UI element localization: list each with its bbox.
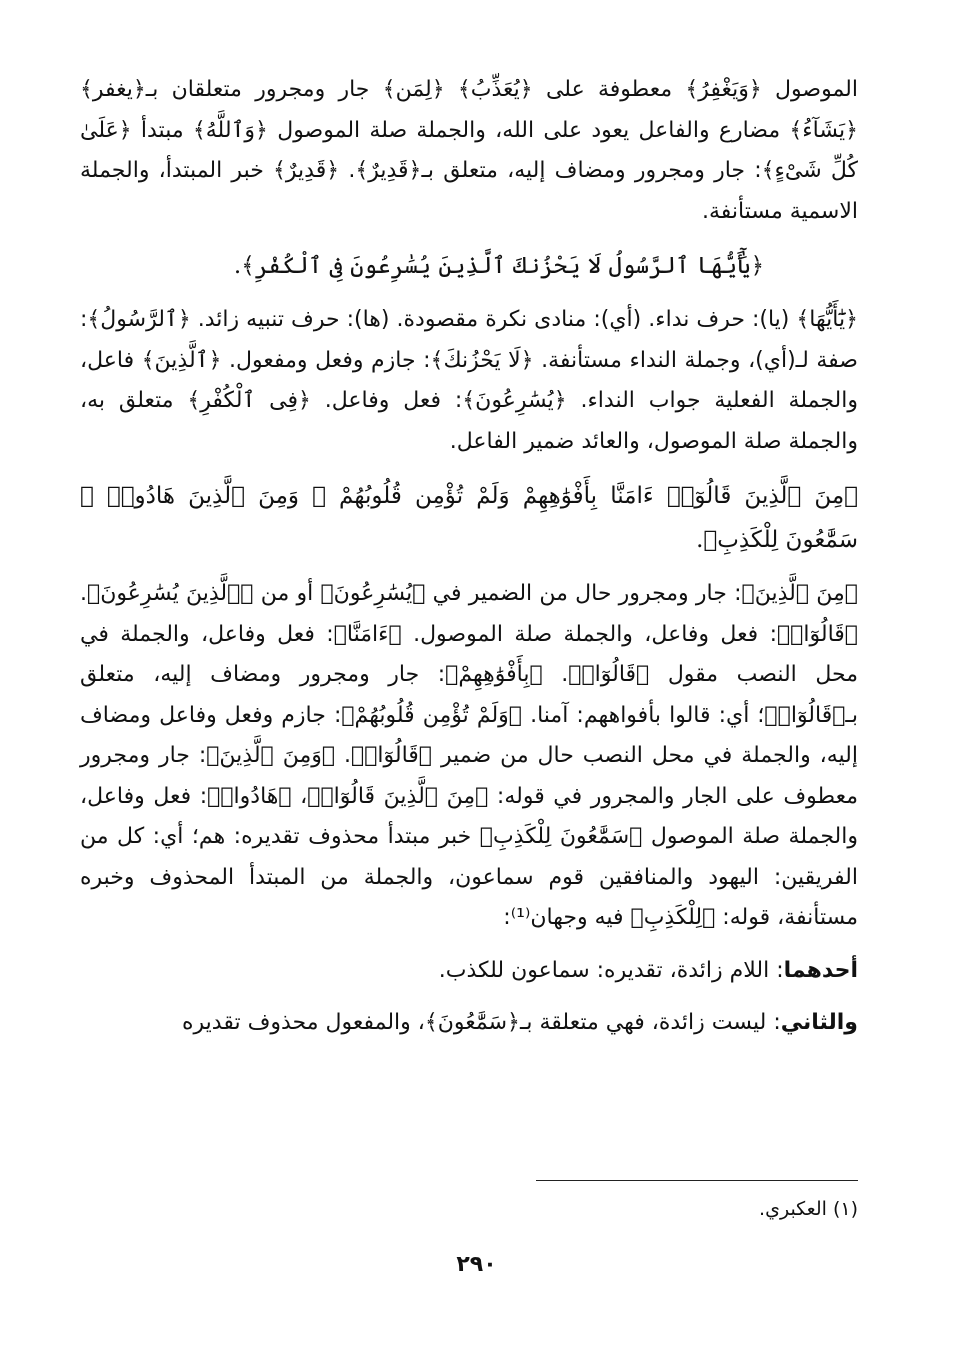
- paragraph-1: الموصول ﴿وَيَغْفِرُ﴾ معطوفة على ﴿يُعَذِّبُ﴾ ﴿لِمَن﴾ جار ومجرور متعلقان بـ﴿يغفر﴾ ﴿يَشَآءُ﴾ مضارع والفاعل يعود على الله، والجملة صلة الموصول ﴿وَٱللَّهُ﴾ مبتدأ ﴿عَلَىٰ كُلِّ شَىْءٍ﴾: جار ومجرور ومضاف إليه، متعلق بـ﴿قَدِيرٌ﴾. ﴿قَدِيرٌ﴾ خبر المبتدأ، والجملة الاسمية مستأنفة.: [80, 77, 858, 224]
- point-second-text: : ليست زائدة، فهي متعلقة بـ﴿سَمَّٰعُونَ﴾، والمفعول محذوف تقديره: [182, 1010, 781, 1035]
- point-second-label: والثاني: [780, 1010, 858, 1035]
- paragraph-2: ﴿يَٰٓأَيُّهَا﴾ (يا): حرف نداء. (أي): منادى نكرة مقصودة. (ها): حرف تنبيه زائد. ﴿ٱلرَّسُولُ﴾: صفة لـ(أي)، وجملة النداء مستأنفة. ﴿لَا يَحْزُنكَ﴾: جازم وفعل ومفعول. ﴿ٱلَّذِينَ﴾ فاعل، والجملة الفعلية جواب النداء. ﴿يُسَٰرِعُونَ﴾: فعل وفاعل. ﴿فِى ٱلْكُفْرِ﴾ متعلق به، والجملة صلة الموصول، والعائد ضمير الفاعل.: [80, 307, 858, 454]
- point-second: [80, 1003, 858, 1044]
- page-number: ٢٩٠: [456, 1252, 497, 1277]
- point-first-text: : اللام زائدة، تقديره: سماعون للكذب.: [438, 957, 784, 983]
- quran-verse-1: ﴿يَٰٓأَيُّهَا ٱلرَّسُولُ لَا يَحْزُنكَ ٱلَّذِينَ يُسَٰرِعُونَ فِى ٱلْكُفْرِ﴾.: [233, 253, 765, 279]
- footnote-divider: [536, 1180, 858, 1181]
- point-first-label: أحدهما: [783, 957, 858, 983]
- paragraph-3: ﴿مِنَ ٱلَّذِينَ﴾: جار ومجرور حال من الضمير في ﴿يُسَٰرِعُونَ﴾ أو من ﴿ٱلَّذِينَ يُسَٰرِعُونَ﴾. ﴿قَالُوٓا۟﴾: فعل وفاعل، والجملة صلة الموصول. ﴿ءَامَنَّا﴾: فعل وفاعل، والجملة في محل النصب مقول ﴿قَالُوٓا۟﴾. ﴿بِأَفْوَٰهِهِمْ﴾: جار ومجرور ومضاف إليه، متعلق بـ﴿قَالُوٓا۟﴾؛ أي: قالوا بأفواههم: آمنا. ﴿وَلَمْ تُؤْمِن قُلُوبُهُمْ﴾: جازم وفعل وفاعل ومضاف إليه، والجملة في محل النصب حال من ضمير ﴿قَالُوٓا۟﴾. ﴿وَمِنَ ٱلَّذِينَ﴾: جار ومجرور معطوف على الجار والمجرور في قوله: ﴿مِنَ ٱلَّذِينَ قَالُوٓا۟﴾، ﴿هَادُوا۟﴾: فعل وفاعل، والجملة صلة الموصول ﴿سَمَّٰعُونَ لِلْكَذِبِ﴾ خبر مبتدأ محذوف تقديره: هم؛ أي: كل من الفريقين: اليهود والمنافقين قوم سماعون، والجملة من المبتدأ المحذوف وخبره مستأنفة، قوله: ﴿لِلْكَذِبِ﴾ فيه وجهان⁽¹⁾:: [80, 581, 858, 930]
- quran-verse-2: ﴿مِنَ ٱلَّذِينَ قَالُوٓا۟ ءَامَنَّا بِأَفْوَٰهِهِمْ وَلَمْ تُؤْمِن قُلُوبُهُمْ ۛ وَمِنَ ٱلَّذِينَ هَادُوا۟ ۛ سَمَّٰعُونَ لِلْكَذِبِ﴾.: [80, 483, 858, 553]
- page-body: [80, 70, 858, 1056]
- point-first: [80, 951, 858, 992]
- footnote: (١) العكبري.: [759, 1198, 858, 1220]
